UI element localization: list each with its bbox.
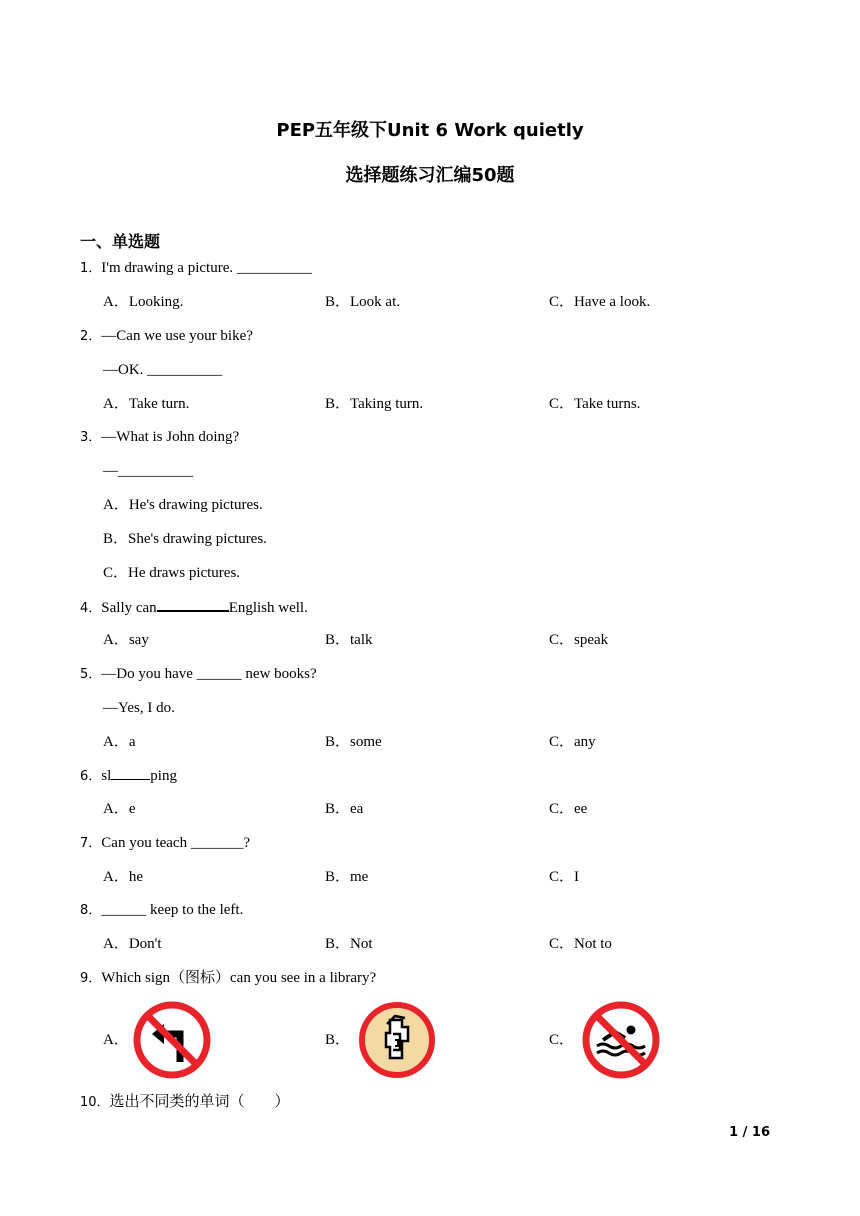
option-a: A．Don't <box>103 936 162 952</box>
option-c: C．I <box>549 869 580 885</box>
question-text: I'm drawing a picture. __________ <box>101 260 312 276</box>
question-6: 6．sl ping <box>80 765 177 787</box>
keep-quiet-sign-icon <box>357 1000 437 1080</box>
option-c: C．any <box>549 734 596 750</box>
option-c: C．Not to <box>549 936 612 952</box>
option-b: B．ea <box>325 801 364 817</box>
option-a: A．e <box>103 801 136 817</box>
option-b: B．Not <box>325 936 373 952</box>
option-b: B．Taking turn. <box>325 396 424 412</box>
option-b: B．Look at. <box>325 294 400 310</box>
question-text: —Do you have ______ new books? <box>101 666 317 682</box>
question-text: Can you teach _______? <box>101 835 250 851</box>
question-8: 8．______ keep to the left. <box>80 902 244 918</box>
question-text: —What is John doing? <box>101 429 240 445</box>
document-title: PEP五年级下Unit 6 Work quietly <box>276 120 584 141</box>
no-left-turn-sign-icon <box>132 1000 212 1080</box>
question-text: 选出不同类的单词（ ） <box>109 1094 290 1110</box>
option-a: A．a <box>103 734 136 750</box>
option-c: C．speak <box>549 632 609 648</box>
question-text: Which sign（图标）can you see in a library? <box>101 970 377 986</box>
option-c: C．ee <box>549 801 588 817</box>
option-a: A．Take turn. <box>103 396 190 412</box>
answer-blank <box>111 765 150 780</box>
option-c: C．Have a look. <box>549 294 651 310</box>
option-c: C． <box>549 1032 575 1048</box>
question-3: 3．—What is John doing? <box>80 429 240 445</box>
document-subtitle: 选择题练习汇编50题 <box>345 165 515 186</box>
question-text-line2: —OK. __________ <box>103 362 223 378</box>
question-4: 4．Sally can English well. <box>80 596 308 619</box>
option-b: B．some <box>325 734 382 750</box>
question-text: ______ keep to the left. <box>101 902 244 918</box>
no-swimming-sign-icon <box>581 1000 661 1080</box>
option-a: A． <box>103 1032 129 1048</box>
answer-blank <box>157 596 229 612</box>
question-2: 2．—Can we use your bike? <box>80 328 253 344</box>
question-10: 10．选出不同类的单词（ ） <box>80 1094 290 1110</box>
section-heading: 一、单选题 <box>80 232 161 251</box>
option-b: B．me <box>325 869 369 885</box>
question-text-line2: —__________ <box>103 463 193 479</box>
option-b: B．She's drawing pictures. <box>103 531 267 547</box>
option-a: A．he <box>103 869 143 885</box>
option-c: C．He draws pictures. <box>103 565 241 581</box>
option-a: A．Looking. <box>103 294 184 310</box>
option-b: B．talk <box>325 632 373 648</box>
question-5: 5．—Do you have ______ new books? <box>80 666 317 682</box>
question-9: 9．Which sign（图标）can you see in a library? <box>80 970 377 986</box>
question-text: —Can we use your bike? <box>101 328 253 344</box>
option-c: C．Take turns. <box>549 396 641 412</box>
option-b: B． <box>325 1032 351 1048</box>
option-a: A．He's drawing pictures. <box>103 497 263 513</box>
question-7: 7．Can you teach _______? <box>80 835 250 851</box>
question-text-line2: —Yes, I do. <box>103 700 175 716</box>
option-a: A．say <box>103 632 149 648</box>
question-1: 1．I'm drawing a picture. __________ <box>80 260 312 276</box>
page-number: 1 / 16 <box>729 1125 770 1140</box>
